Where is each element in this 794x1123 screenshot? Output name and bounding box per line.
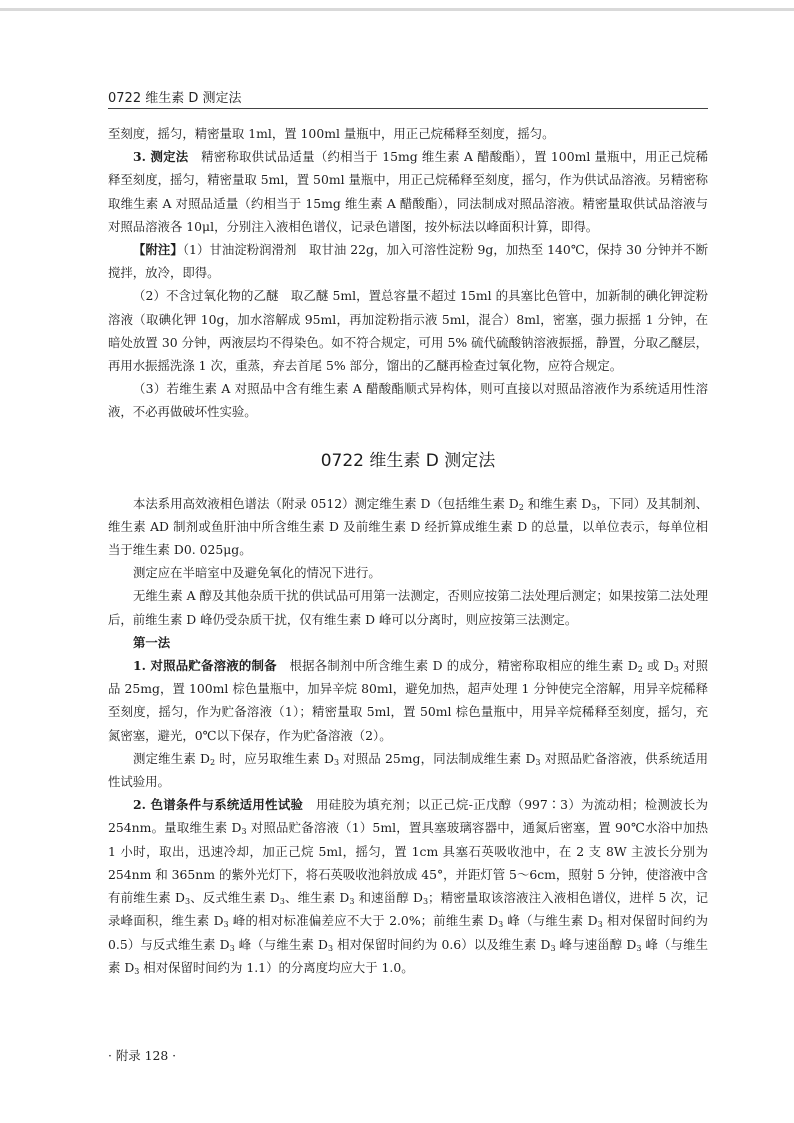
- paragraph-d2-note: 测定维生素 $D_2$ 时，应另取维生素 $D_3$ 对照品 25mg，同法制成维生素 $D_3$ 对照品贮备溶液，供系统适用性试验用。: [108, 750, 709, 790]
- item-label: 1. 对照品贮备溶液的制备: [133, 658, 277, 674]
- paragraph-note-3: （3）若维生素 A 对照品中含有维生素 A 醋酸酯顺式异构体，则可直接以对照品溶液作为系统适用性溶液，不必再做破坏性实验。: [108, 381, 708, 420]
- paragraph-chromatography: 2. 色谱条件与系统适用性试验 用硅胶为填充剂；以正己烷-正戊醇（997∶3）为流动相；检测波长为 254nm。量取维生素 $D_3$ 对照品贮备溶液（1）5ml，置具塞玻璃容器中，通氮后密塞，置 90℃水浴中加热 1 小时，取出，迅速冷却，加正己烷 5ml，摇匀，置 1cm 具塞石英吸收池中，在 2 支 8W 主波长分别为 254nm 和 365nm 的紫外光灯下，将石英吸收池斜放成 45°，并距灯管 5～6cm，照射 5 分钟，使溶液中含有前维生素 $D_3$、反式维生素 $D_3$、维生素 $D_3$ 和速甾醇 $D_3$；精密量取该溶液注入液相色谱仪，进样 5 次，记录峰面积，维生素 $D_3$ 峰的相对标准偏差应不大于 2.0%；前维生素 $D_3$ 峰（与维生素 $D_3$ 相对保留时间约为 0.5）与反式维生素 $D_3$ 峰（与维生素 $D_3$ 相对保留时间约为 0.6）以及维生素 $D_3$ 峰与速甾醇 $D_3$ 峰（与维生素 $D_3$ 相对保留时间约为 1.1）的分离度均应大于 1.0。: [108, 797, 709, 976]
- scan-top-edge: [0, 8, 794, 11]
- item-label: 3. 测定法: [133, 149, 189, 165]
- running-header: 0722 维生素 D 测定法: [108, 91, 242, 106]
- paragraph-method-choice: 无维生素 A 醇及其他杂质干扰的供试品可用第一法测定，否则应按第二法处理后测定；如果按第二法处理后，前维生素 D 峰仍受杂质干扰，仅有维生素 D 峰可以分离时，则应按第三法测定。: [108, 588, 708, 627]
- paragraph-continued: 至刻度，摇匀，精密量取 1ml，置 100ml 量瓶中，用正己烷稀释至刻度，摇匀。: [108, 126, 555, 141]
- page-body: [108, 122, 708, 979]
- note-label: 【附注】: [133, 242, 183, 258]
- method-1-heading: 第一法: [133, 634, 171, 650]
- paragraph-conditions: 测定应在半暗室中及避免氧化的情况下进行。: [133, 565, 381, 581]
- paragraph-note-1: 【附注】（1）甘油淀粉润滑剂 取甘油 22g，加入可溶性淀粉 9g，加热至 140℃，保持 30 分钟并不断搅拌，放冷，即得。: [108, 242, 709, 281]
- paragraph-assay-method: 3. 测定法 精密称取供试品适量（约相当于 15mg 维生素 A 醋酸酯），置 100ml 量瓶中，用正己烷稀释至刻度，摇匀，精密量取 5ml，置 50ml 量瓶中，用正己烷稀释至刻度，摇匀，作为供试品溶液。另精密称取维生素 A 对照品适量（约相当于 15mg 维生素 A 醋酸酯），同法制成对照品溶液。精密量取供试品溶液与对照品溶液各 10μl，分别注入液相色谱仪，记录色谱图，按外标法以峰面积计算，即得。: [108, 149, 708, 234]
- paragraph-intro: 本法系用高效液相色谱法（附录 0512）测定维生素 D（包括维生素 $D_2$ 和维生素 $D_3$，下同）及其制剂、维生素 AD 制剂或鱼肝油中所含维生素 D 及前维生素 D 经折算成维生素 D 的总量，以单位表示，每单位相当于维生素 D0. 025μg。: [108, 495, 709, 558]
- section-title: 0722 维生素 D 测定法: [320, 450, 496, 471]
- item-label: 2. 色谱条件与系统适用性试验: [133, 797, 304, 813]
- page-number: · 附录 128 ·: [108, 1048, 177, 1063]
- paragraph-stock-solution: 1. 对照品贮备溶液的制备 根据各制剂中所含维生素 D 的成分，精密称取相应的维生素 $D_2$ 或 $D_3$ 对照品 25mg，置 100ml 棕色量瓶中，加异辛烷 80ml，避免加热，超声处理 1 分钟使完全溶解，用异辛烷稀释至刻度，摇匀，作为贮备溶液（1）；精密量取 5ml，置 50ml 棕色量瓶中，用异辛烷稀释至刻度，摇匀，充氮密塞，避光，0℃以下保存，作为贮备溶液（2）。: [108, 658, 709, 743]
- paragraph-note-2: （2）不含过氧化物的乙醚 取乙醚 5ml，置总容量不超过 15ml 的具塞比色管中，加新制的碘化钾淀粉溶液（取碘化钾 10g，加水溶解成 95ml，再加淀粉指示液 5ml，混合）8ml，密塞，强力振摇 1 分钟，在暗处放置 30 分钟，两液层均不得染色。如不符合规定，可用 5% 硫代硫酸钠溶液振摇，静置，分取乙醚层，再用水振摇洗涤 1 次，重蒸，弃去首尾 5% 部分，馏出的乙醚再检查过氧化物，应符合规定。: [108, 288, 708, 374]
- header-rule: [108, 108, 708, 109]
